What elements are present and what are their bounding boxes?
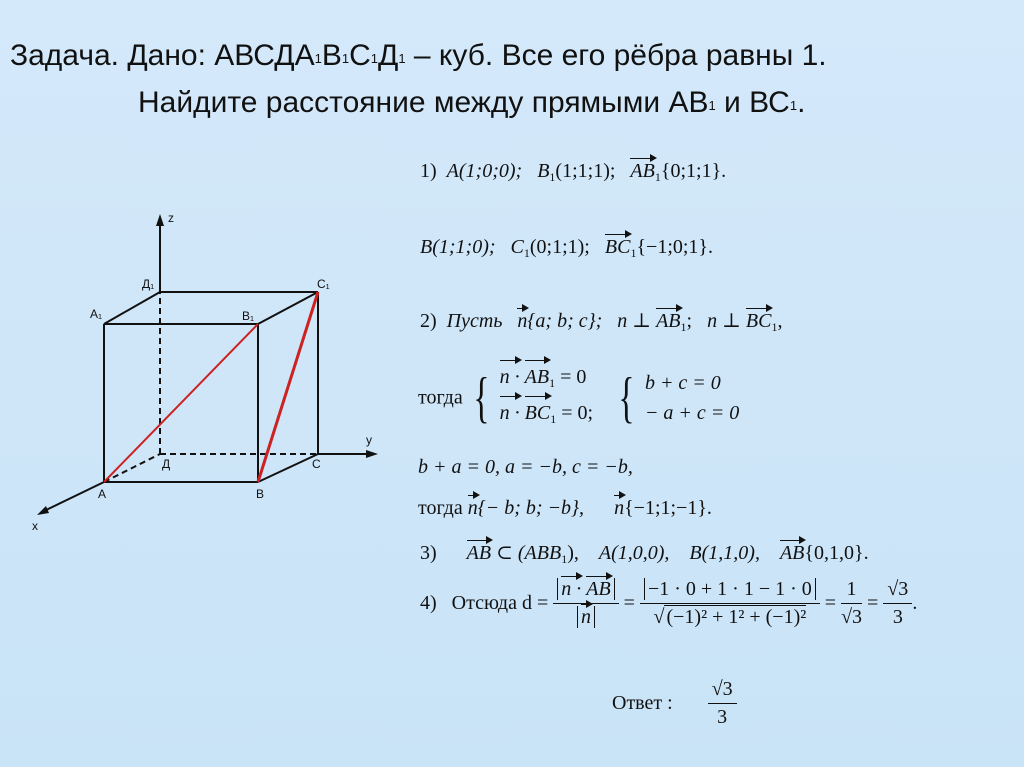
distance-fraction-3: $\frac{1}{√3}$ [841,578,863,628]
step1-line2: B(1;1;0); $C_1(0;1;1)$; $BC_1\{-1;0;1\}$. [420,236,714,260]
label-a: A [98,487,107,501]
x-label: x [32,519,38,533]
answer: Ответ : $\frac{√3}{3}$ [612,678,737,729]
x-arrow [37,506,49,515]
step1-line1: 1) A(1;0;0); $B_1(1;1;1)$; $AB_1\{0;1;1\}$. [420,160,727,184]
title-line1: Задача. Дано: АВСДА1В1С1Д1 – куб. Все его рёбра равны 1. [10,39,827,72]
distance-fraction-1: $\frac{n \cdot AB}{n}$ [553,578,618,629]
label-d: Д [162,457,171,471]
edge-ad [104,454,160,482]
segment-bc1 [258,292,318,482]
step3-line: 3) AB ⊂ $(ABB_1)$, A(1,0,0), B(1,1,0), AB{0,1,0}. [420,542,869,566]
step2-equations: b + a = 0, a = −b, c = −b, [418,456,633,478]
y-label: y [366,433,372,447]
step2-systems: тогда { $n \cdot AB_1 = 0$ $n \cdot BC_1 = 0$; { b + c = 0 − a + c = 0 [418,362,739,434]
edge-a1d1 [104,292,160,324]
y-arrow [366,450,378,458]
step4-line: 4) Отсюда d = $\frac{n \cdot AB}{n}$ = $\frac{-1 \cdot 0 + 1 \cdot 1 - 1 \cdot 0}{\text{√ (−1)² + 1² + (−1)²}}$ = $\frac{1}{√3}$ = $\frac{√3}{3}$ . [420,578,918,628]
step2-normal: тогда n{− b; b; −b}, n{−1;1;−1}. [418,497,712,519]
segment-ab1 [104,324,258,482]
label-b1: B₁ [242,309,255,323]
label-d1: Д₁ [142,277,155,291]
distance-fraction-2: $\frac{-1 \cdot 0 + 1 \cdot 1 - 1 \cdot 0}{\text{√ (−1)² + 1² + (−1)²}}$ [640,578,820,629]
answer-fraction: $\frac{√3}{3}$ [708,678,737,729]
problem-statement [10,34,827,128]
label-b: B [256,487,265,501]
title-line2: Найдите расстояние между прямыми АВ1 и ВС1. [138,86,806,119]
z-label: z [168,211,174,225]
x-axis [42,482,107,512]
z-arrow [156,214,164,226]
distance-fraction-4: $\frac{√3}{3}$ [883,578,912,629]
label-c: C [312,457,321,471]
label-a1: A₁ [90,307,103,321]
step2-line: 2) Пусть n{a; b; c}; n ⊥ $AB_1$; n ⊥ $BC_1$, [420,310,783,334]
label-c1: C₁ [317,277,330,291]
cube-figure [0,200,400,540]
